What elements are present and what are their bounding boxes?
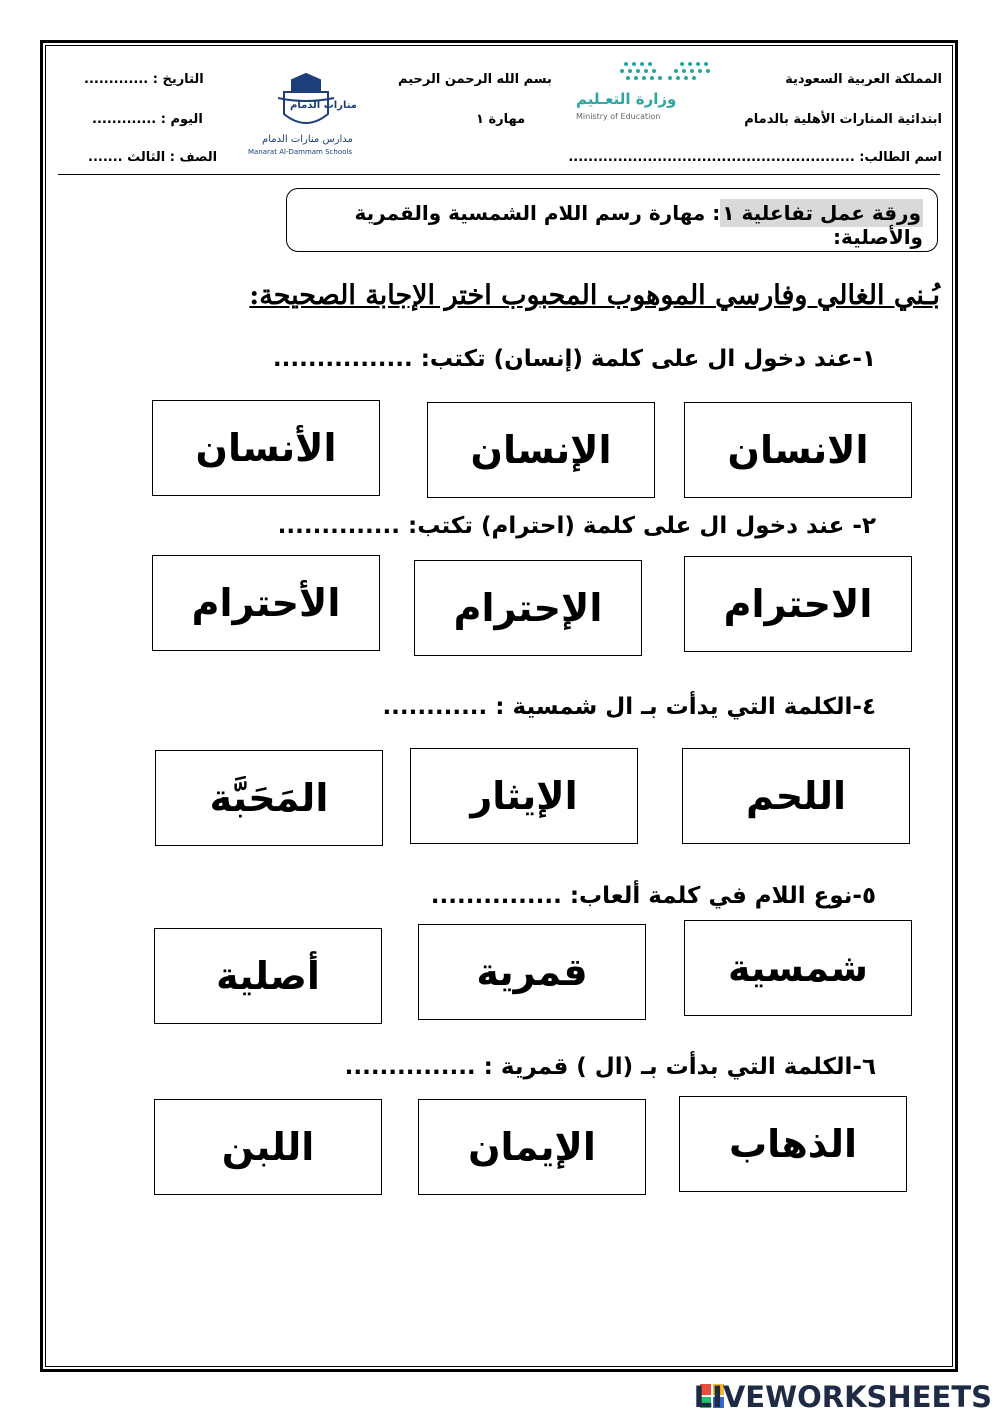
q4-option-3[interactable]: المَحَبَّة [155,750,383,846]
question-5: ٥-نوع اللام في كلمة ألعاب: ............... [430,883,876,909]
instruction-heading: بُـني الغالي وفارسي الموهوب المحبوب اختر الإجابة الصحيحة: [249,280,940,311]
q4-option-2[interactable]: الإيثار [410,748,638,844]
worksheet-title-box [286,188,938,252]
school-crest-text: منارات الدمام [290,100,357,111]
q1-option-3[interactable]: الأنسان [152,400,380,496]
q4-option-1[interactable]: اللحم [682,748,910,844]
q1-option-1[interactable]: الانسان [684,402,912,498]
q5-option-1[interactable]: شمسية [684,920,912,1016]
q1-option-2[interactable]: الإنسان [427,402,655,498]
school-label: ابتدائية المنارات الأهلية بالدمام [744,112,942,127]
moe-name-en: Ministry of Education [576,112,661,121]
question-4: ٤-الكلمة التي يدأت بـ ال شمسية : ............ [382,694,876,720]
school-logo-ar: مدارس منارات الدمام [262,134,353,145]
student-name-field[interactable]: اسم الطالب: .......................................................... [568,150,942,165]
grade-field: الصف : الثالث ....... [88,150,218,165]
liveworksheets-logo[interactable]: LIVEWORKSHEETS [693,1380,992,1414]
q6-option-2[interactable]: الإيمان [418,1099,646,1195]
question-6: ٦-الكلمة التي بدأت بـ (ال ) قمرية : ............... [344,1054,876,1080]
q2-option-3[interactable]: الأحترام [152,555,380,651]
moe-logo [572,58,722,128]
q6-option-1[interactable]: الذهاب [679,1096,907,1192]
q6-option-3[interactable]: اللبن [154,1099,382,1195]
date-field[interactable]: التاريخ : ............. [84,72,204,87]
school-logo [246,70,366,160]
q2-option-1[interactable]: الاحترام [684,556,912,652]
moe-name-ar: وزارة التعـليم [576,90,677,108]
question-1: ١-عند دخول ال على كلمة (إنسان) تكتب: ................ [272,346,876,372]
school-logo-en: Manarat Al-Dammam Schools [248,148,352,156]
day-field[interactable]: اليوم : ............. [92,112,203,127]
worksheet-title-label: ورقة عمل تفاعلية ١ [722,201,921,225]
skill-label: مهارة ١ [476,112,526,127]
question-2: ٢- عند دخول ال على كلمة (احترام) تكتب: .............. [277,513,876,539]
q2-option-2[interactable]: الإحترام [414,560,642,656]
q5-option-2[interactable]: قمرية [418,924,646,1020]
worksheet-title [287,201,923,249]
kingdom-label: المملكة العربية السعودية [785,72,942,87]
worksheet-title-text: : مهارة رسم اللام الشمسية والقمرية والأصلية: [354,201,923,249]
basmala: بسم الله الرحمن الرحيم [398,72,552,87]
q5-option-3[interactable]: أصلية [154,928,382,1024]
header-divider [58,174,940,175]
